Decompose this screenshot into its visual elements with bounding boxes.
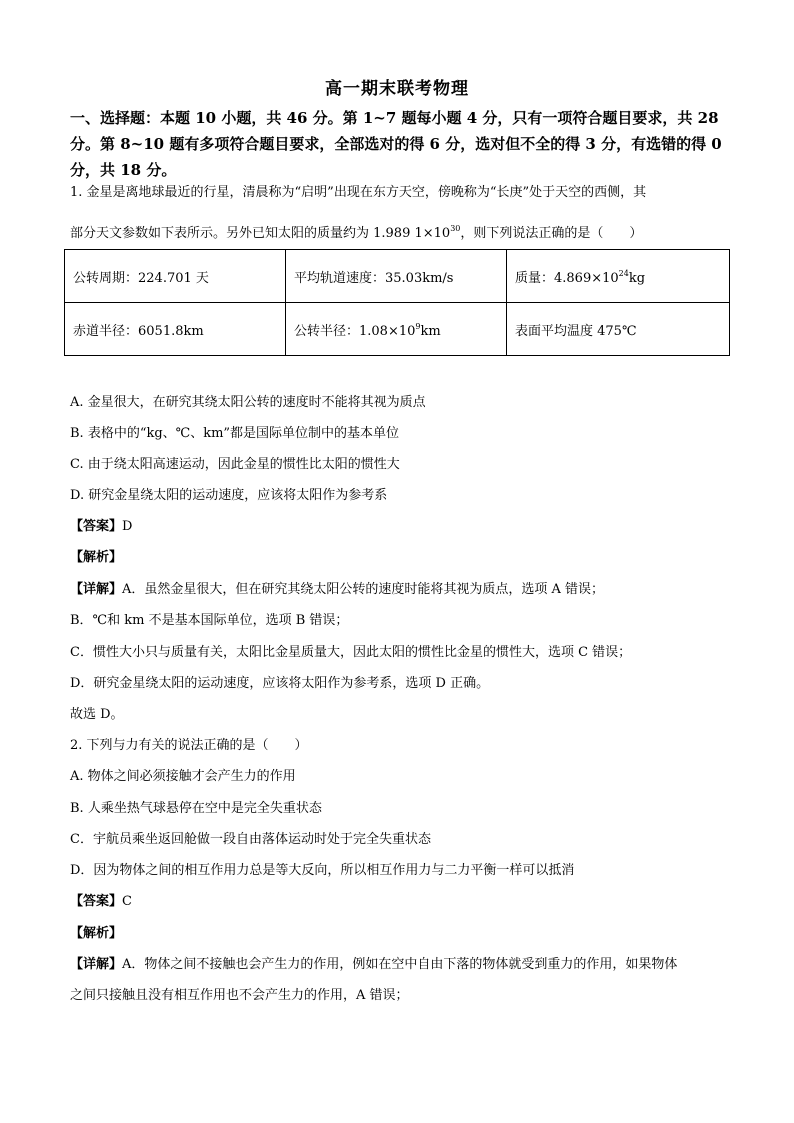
table-cell-surface-temperature: 表面平均温度 475℃: [507, 303, 730, 356]
q1-option-d: D. 研究金星绕太阳的运动速度，应该将太阳作为参考系: [70, 488, 388, 503]
detail-tag: 【详解】: [70, 582, 123, 597]
q1-answer: [70, 518, 730, 536]
orbit-radius-exponent: 9: [415, 321, 421, 331]
table-row: [65, 250, 730, 303]
answer-tag: 【答案】: [70, 894, 123, 909]
q2-answer: [70, 893, 730, 911]
q1-option-a: A. 金星很大，在研究其绕太阳公转的速度时不能将其视为质点: [70, 395, 426, 410]
venus-parameter-table: [64, 249, 730, 356]
q2-option-a: A. 物体之间必须接触才会产生力的作用: [70, 769, 296, 784]
q1-stem-line1: 1. 金星是离地球最近的行星，清晨称为“启明”出现在东方天空，傍晚称为“长庚”处于天空的西侧，其: [70, 185, 647, 200]
mass-unit: kg: [628, 270, 646, 286]
mass-text-a: 质量：4.869×10: [515, 270, 619, 286]
q2-option-c: C．宇航员乘坐返回舱做一段自由落体运动时处于完全失重状态: [70, 832, 431, 847]
table-cell-equator-radius: 赤道半径：6051.8km: [65, 303, 286, 356]
answer-tag: 【答案】: [70, 519, 123, 534]
q1-option-c: C. 由于绕太阳高速运动，因此金星的惯性比太阳的惯性大: [70, 457, 400, 472]
q1-detail-line1: [70, 581, 730, 599]
table-cell-mass: [507, 250, 730, 303]
analysis-tag: 【解析】: [70, 926, 123, 941]
q2-stem: 2. 下列与力有关的说法正确的是（ ）: [70, 738, 308, 753]
detail-tag: 【详解】: [70, 957, 123, 972]
analysis-tag: 【解析】: [70, 550, 123, 565]
q2-option-b: B. 人乘坐热气球悬停在空中是完全失重状态: [70, 801, 322, 816]
q2-detail-line2: 之间只接触且没有相互作用也不会产生力的作用，A 错误；: [70, 988, 409, 1003]
detail-text: A．虽然金星很大，但在研究其绕太阳公转的速度时能将其视为质点，选项 A 错误；: [122, 582, 605, 597]
q2-option-d: D．因为物体之间的相互作用力总是等大反向，所以相互作用力与二力平衡一样可以抵消: [70, 863, 575, 878]
answer-value: C: [122, 894, 132, 909]
detail-text: A．物体之间不接触也会产生力的作用，例如在空中自由下落的物体就受到重力的作用，如果物体: [122, 957, 678, 972]
q1-stem-line2: [70, 220, 730, 243]
section-heading: 一、选择题：本题 10 小题，共 46 分。第 1~7 题每小题 4 分，只有一项符合题目要求，共 28 分。第 8~10 题有多项符合题目要求，全部选对的得 6 分，选对但不全的得 3 分，有选错的得 0 分，共 18 分。: [70, 109, 722, 179]
q1-stem-text-a: 部分天文参数如下表所示。另外已知太阳的质量约为 1.989 1×10: [70, 226, 451, 241]
table-cell-orbit-radius: [286, 303, 507, 356]
table-cell-orbital-speed: 平均轨道速度：35.03km/s: [286, 250, 507, 303]
table-cell-orbital-period: 公转周期：224.701 天: [65, 250, 286, 303]
q1-detail-line5: 故选 D。: [70, 707, 124, 722]
mass-exponent: 24: [618, 268, 629, 278]
q2-analysis-heading: [70, 925, 730, 943]
q1-detail-line4: D．研究金星绕太阳的运动速度，应该将太阳作为参考系，选项 D 正确。: [70, 676, 490, 691]
page-title: 高一期末联考物理: [325, 79, 469, 99]
q1-analysis-heading: [70, 549, 730, 567]
orbit-radius-unit: km: [420, 323, 441, 339]
q1-detail-line2: B．℃和 km 不是基本国际单位，选项 B 错误；: [70, 613, 349, 628]
q1-stem-exponent: 30: [450, 224, 461, 233]
q1-stem-text-b: ，则下列说法正确的是（ ）: [460, 226, 643, 241]
q1-detail-line3: C．惯性大小只与质量有关，太阳比金星质量大，因此太阳的惯性比金星的惯性大，选项 C 错误；: [70, 645, 632, 660]
table-row: [65, 303, 730, 356]
q2-detail-line1: [70, 956, 730, 974]
orbit-radius-text-a: 公转半径：1.08×10: [294, 323, 416, 339]
answer-value: D: [122, 519, 133, 534]
q1-option-b: B. 表格中的“kg、℃、km”都是国际单位制中的基本单位: [70, 426, 400, 441]
